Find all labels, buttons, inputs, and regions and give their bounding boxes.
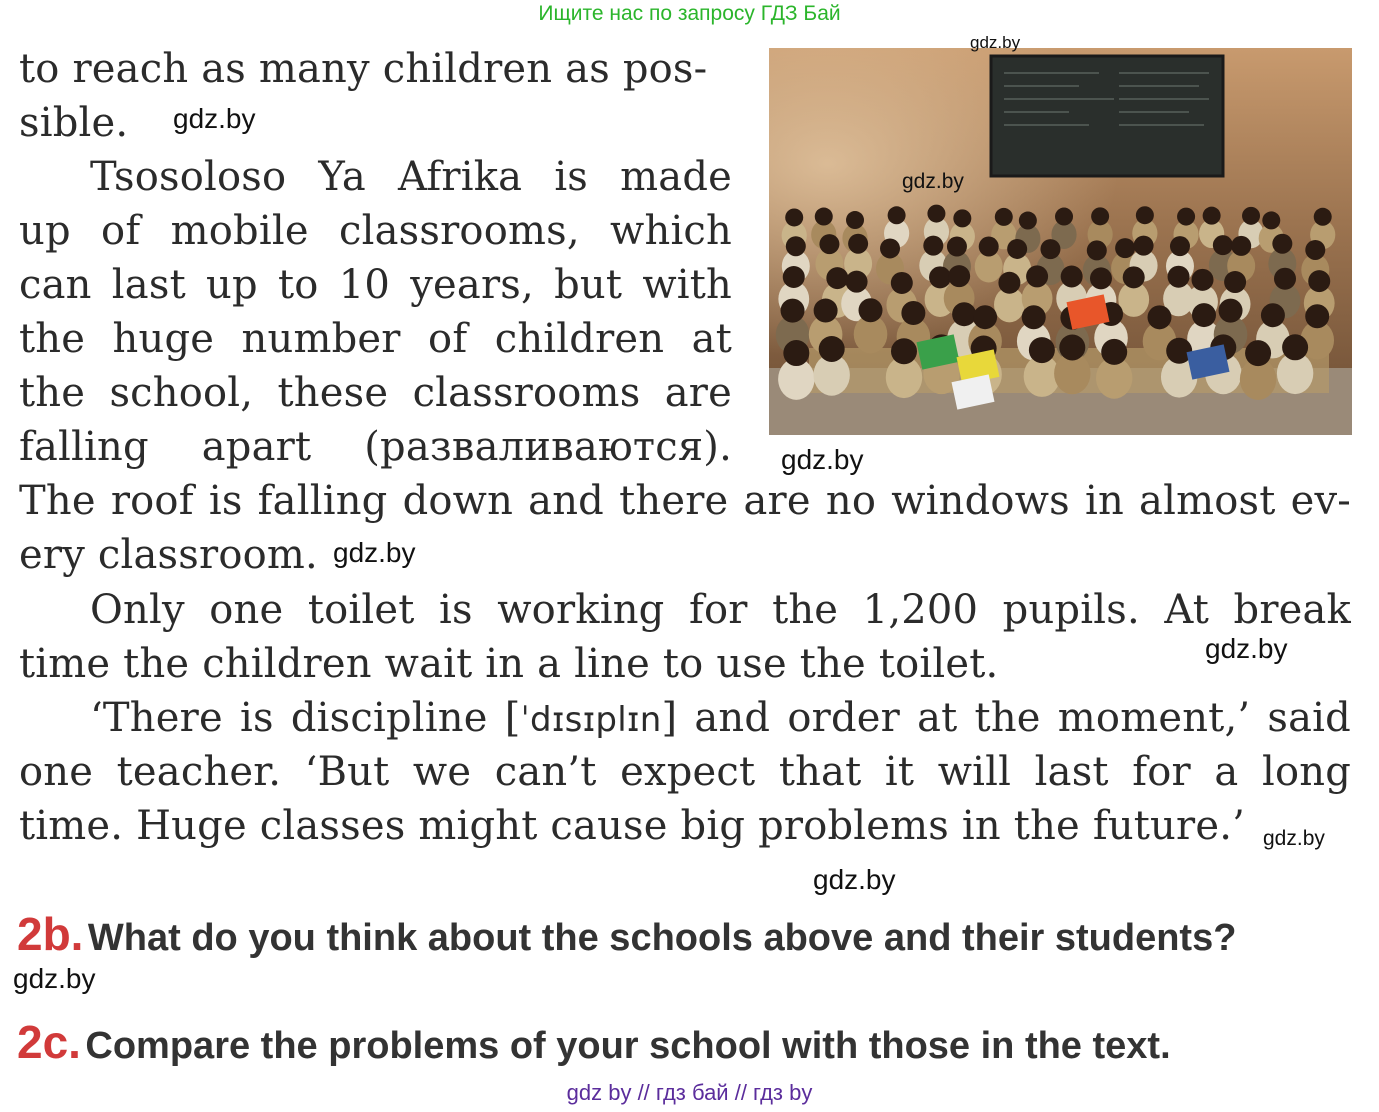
text-line: time the children wait in a line to use the toilet.	[19, 641, 999, 687]
watermark: gdz.by	[1263, 827, 1325, 850]
watermark: gdz.by	[902, 170, 964, 193]
text-line: time. Huge classes might cause big problems in the future.’	[19, 803, 1246, 849]
watermark: gdz.by	[781, 444, 864, 475]
text-line	[90, 691, 1351, 747]
task-question: Compare the problems of your school with those in the text.	[85, 1025, 1171, 1067]
footer-watermark: gdz by // гдз бай // гдз by	[566, 1080, 813, 1105]
quote-end: ] and order at the moment,’ said	[661, 695, 1351, 741]
quote-start: ‘There is discipline [	[90, 695, 521, 741]
task-question: What do you think about the schools above and their students?	[87, 917, 1237, 959]
watermark: gdz.by	[1205, 633, 1288, 664]
task-number: 2b.	[17, 908, 84, 960]
watermark: gdz.by	[173, 103, 256, 134]
classroom-photo	[769, 48, 1352, 435]
text-line: falling apart (разваливаются).	[19, 424, 732, 470]
task-number: 2c.	[17, 1016, 81, 1068]
text-line: The roof is falling down and there are no windows in almost ev-	[19, 478, 1351, 524]
text-line: the school, these classrooms are	[19, 370, 732, 416]
text-line: Tsosoloso Ya Afrika is made	[90, 154, 732, 200]
text-line: one teacher. ‘But we can’t expect that it will last for a long	[19, 749, 1351, 795]
task-2c	[17, 1015, 1171, 1069]
text-line: sible.	[19, 100, 129, 146]
text-line: up of mobile classrooms, which	[19, 208, 732, 254]
watermark: gdz.by	[813, 864, 896, 895]
text-line: can last up to 10 years, but with	[19, 262, 732, 308]
watermark: gdz.by	[13, 963, 96, 994]
text-line: to reach as many children as pos-	[19, 46, 708, 92]
top-banner: Ищите нас по запросу ГДЗ Бай	[538, 2, 841, 25]
ipa-transcription: ˈdɪsɪplɪn	[520, 700, 662, 740]
text-line: Only one toilet is working for the 1,200 pupils. At break	[90, 587, 1351, 633]
text-line: the huge number of children at	[19, 316, 732, 362]
watermark: gdz.by	[970, 33, 1021, 52]
watermark: gdz.by	[333, 537, 416, 568]
task-2b	[17, 907, 1236, 961]
text-line: ery classroom.	[19, 532, 318, 578]
